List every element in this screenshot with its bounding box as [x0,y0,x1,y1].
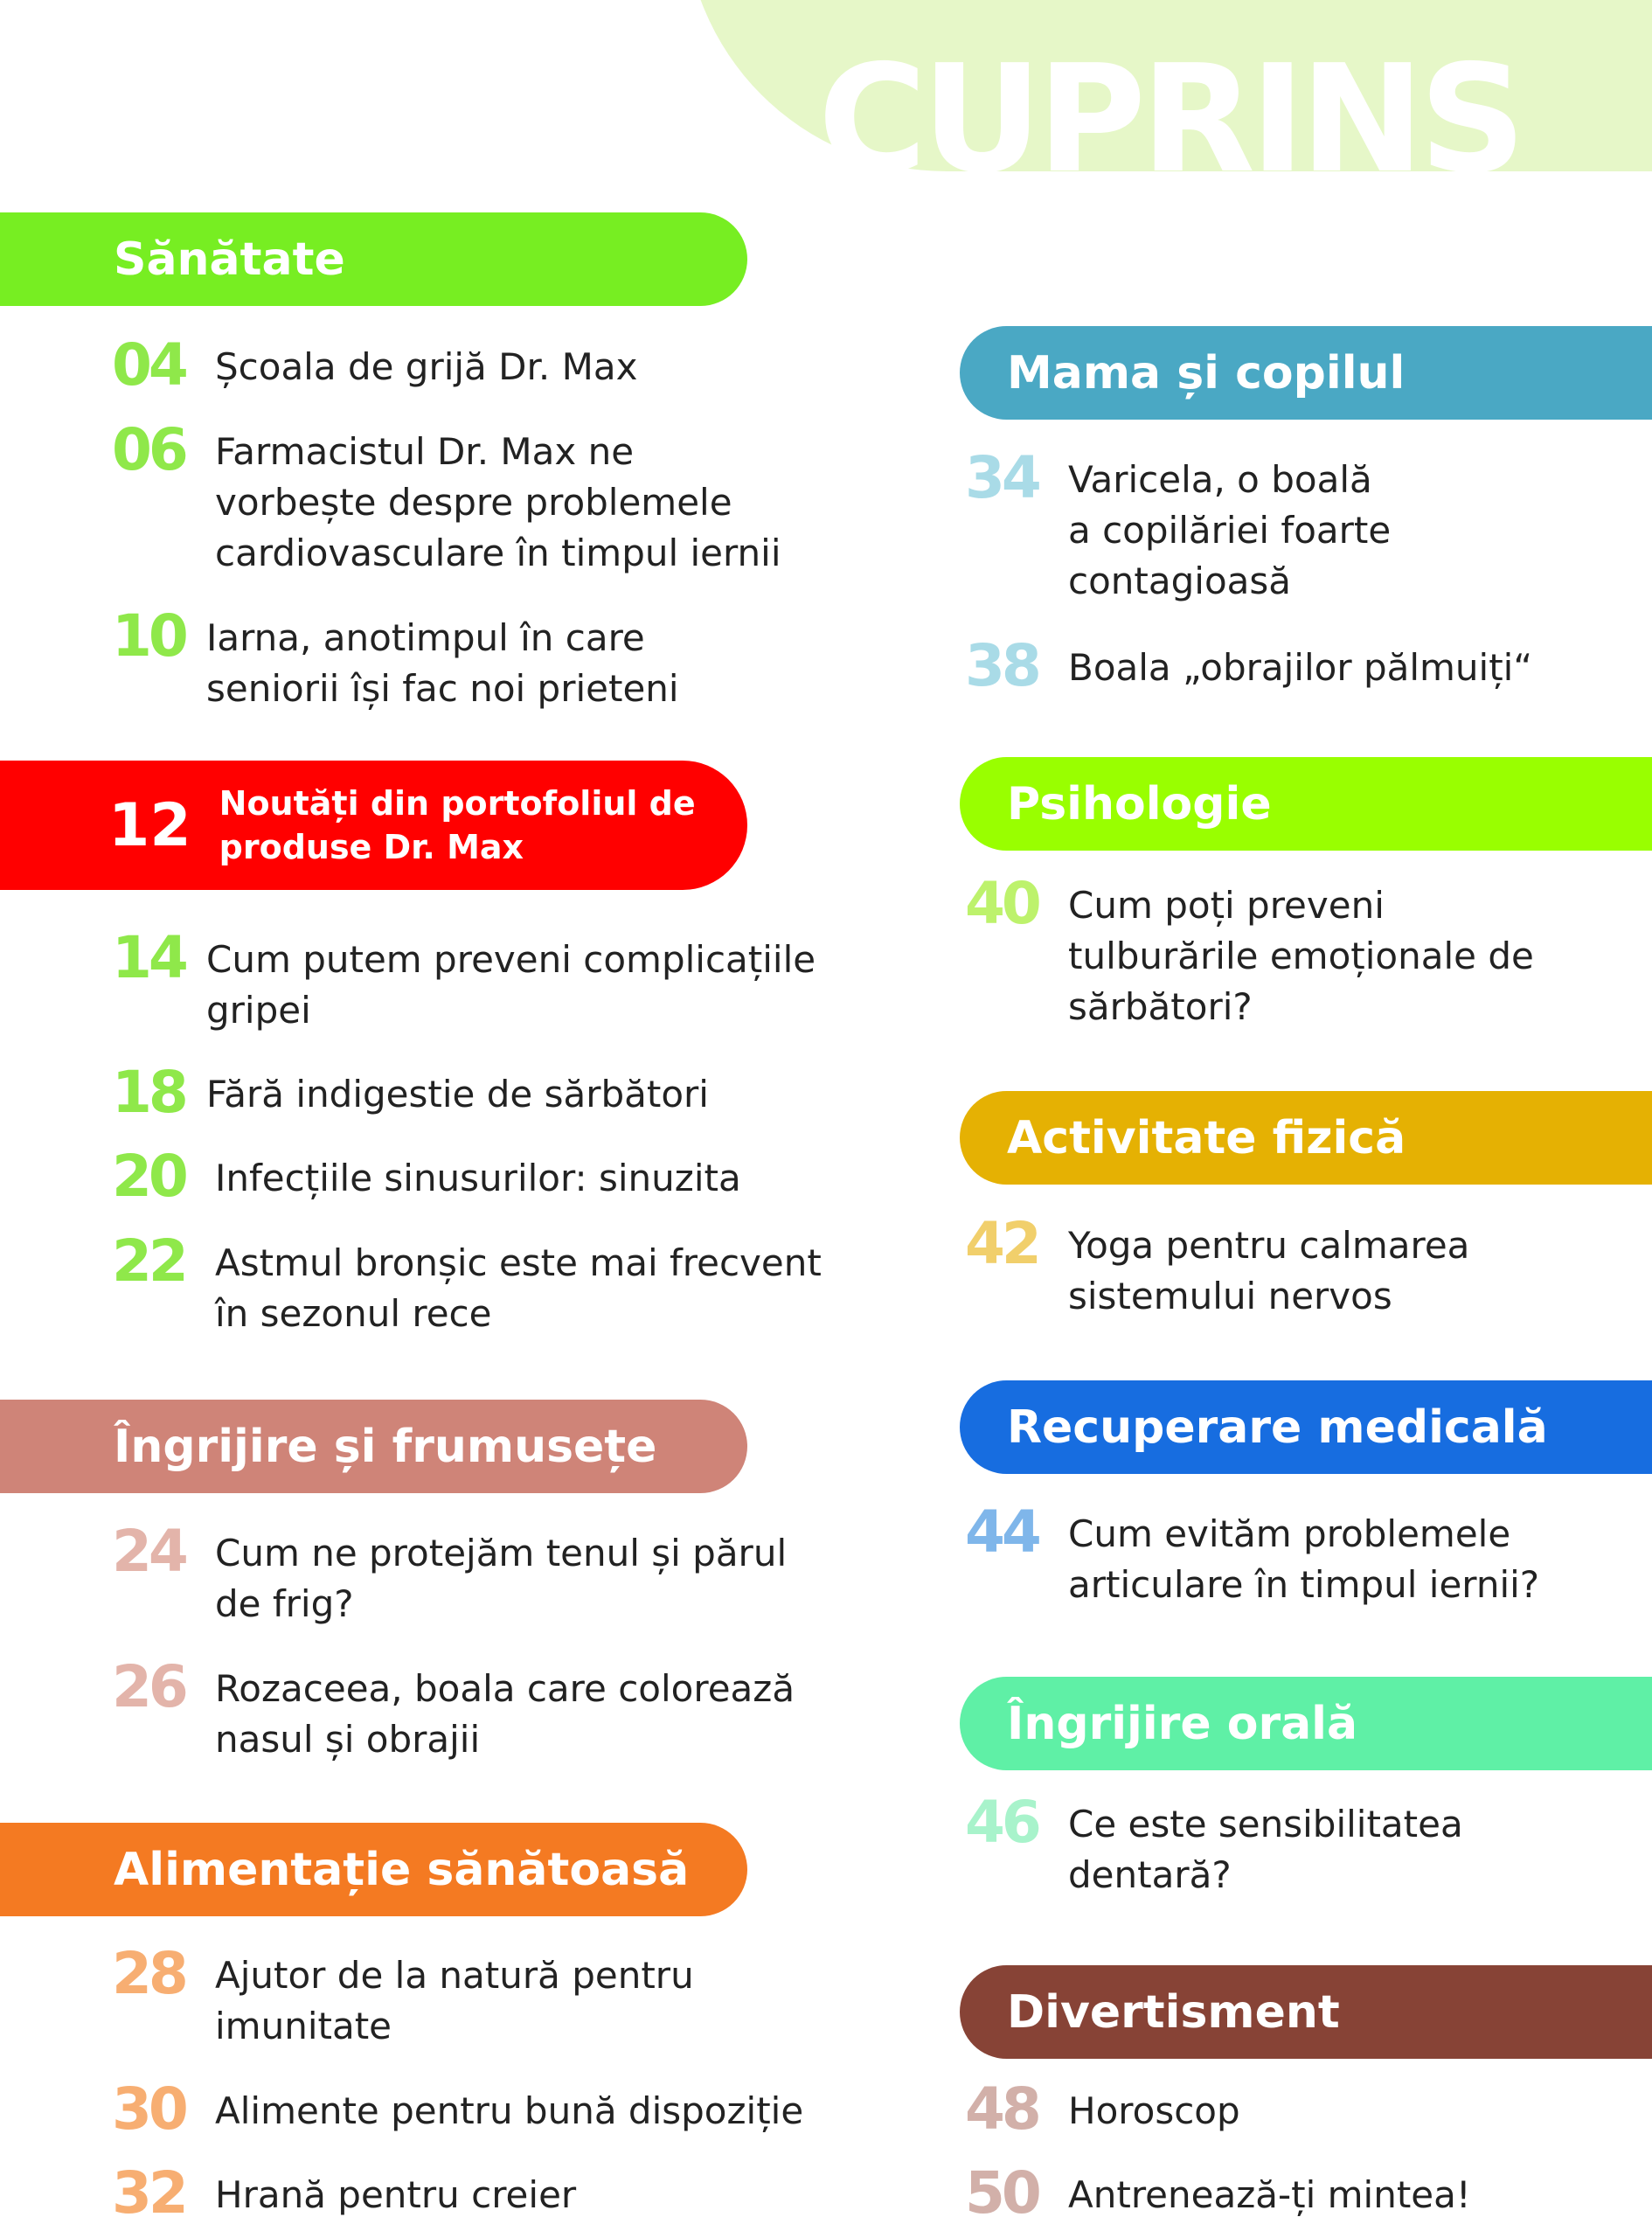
page-number: 44 [965,1498,1038,1566]
page-number: 12 [108,790,191,860]
toc-entry[interactable] [965,444,1392,607]
section-label: Divertisment [1007,1985,1340,2039]
entry-title: Farmacistul Dr. Max ne vorbește despre problemele cardiovasculare în timpul iernii [215,430,781,574]
section-label: Sănătate [114,233,345,286]
entry-title: Ce este sensibilitatea dentară? [1068,1803,1463,1896]
entry-title: Rozaceea, boala care colorează nasul și obrajii [215,1667,795,1761]
page-number: 24 [112,1518,185,1585]
section-alimentatie[interactable] [0,1823,747,1916]
page-number: 18 [112,1059,185,1126]
page-number: 32 [112,2159,185,2227]
toc-entry[interactable] [112,1940,694,2052]
page-number: 48 [965,2075,1038,2143]
page-number: 34 [965,444,1038,511]
toc-entry[interactable] [112,416,781,579]
toc-entry[interactable] [112,1518,788,1630]
toc-entry[interactable] [112,1143,741,1210]
toc-entry[interactable] [112,331,638,399]
section-sanatate[interactable] [0,212,747,306]
entry-title: Horoscop [1068,2089,1240,2132]
section-label: Alimentație sănătoasă [114,1843,690,1896]
entry-title: Iarna, anotimpul în care seniorii își fac noi prieteni [206,616,679,710]
section-mama-copilul[interactable] [960,326,1652,420]
page-number: 04 [112,331,185,399]
section-label: Îngrijire și frumusețe [114,1420,657,1473]
section-recuperare-medicala[interactable] [960,1380,1652,1474]
entry-title: Noutăți din portofoliul de produse Dr. Max [219,784,696,866]
toc-entry[interactable] [965,870,1534,1032]
entry-title: Infecțiile sinusurilor: sinuzita [215,1157,741,1199]
entry-title: Cum ne protejăm tenul și părul de frig? [215,1532,788,1625]
toc-entry[interactable] [112,2075,804,2143]
toc-entry[interactable] [965,632,1533,699]
entry-title: Ajutor de la natură pentru imunitate [215,1954,694,2047]
toc-entry[interactable] [112,1653,795,1765]
toc-entry[interactable] [112,602,679,714]
section-ingrijire-orala[interactable] [960,1677,1652,1770]
toc-entry[interactable] [965,2075,1240,2143]
section-label: Îngrijire orală [1007,1697,1358,1750]
page-number: 46 [965,1789,1038,1856]
entry-title: Cum evităm problemele articulare în timpul iernii? [1068,1512,1540,1606]
section-label: Mama și copilul [1007,346,1406,400]
entry-title: Boala „obrajilor pălmuiți“ [1068,646,1533,689]
toc-entry[interactable] [112,924,816,1036]
toc-entry[interactable] [965,1210,1470,1322]
section-label: Psihologie [1007,777,1272,831]
page-number: 22 [112,1227,185,1295]
page-number: 10 [112,602,185,670]
section-label: Recuperare medicală [1007,1400,1548,1454]
entry-title: Cum poți preveni tulburările emoționale de sărbători? [1068,884,1534,1028]
page-number: 30 [112,2075,185,2143]
page-number: 14 [112,924,185,991]
toc-entry[interactable] [965,1789,1463,1901]
page-number: 20 [112,1143,185,1210]
page-number: 26 [112,1653,185,1720]
entry-title: Yoga pentru calmarea sistemului nervos [1068,1224,1470,1317]
section-psihologie[interactable] [960,757,1652,851]
entry-title: Hrană pentru creier [215,2173,577,2216]
section-ingrijire-frumusete[interactable] [0,1400,747,1493]
toc-entry[interactable] [112,1059,709,1126]
entry-title: Astmul bronșic este mai frecvent în sezonul rece [215,1241,822,1335]
toc-entry[interactable] [965,1498,1540,1610]
page-number: 38 [965,632,1038,699]
section-noutati[interactable] [0,761,747,890]
entry-title: Alimente pentru bună dispoziție [215,2089,804,2132]
toc-entry[interactable] [112,2159,577,2227]
entry-title: Varicela, o boală a copilăriei foarte contagioasă [1068,458,1392,602]
page-title: CUPRINS [817,45,1521,177]
section-activitate-fizica[interactable] [960,1091,1652,1185]
section-label: Activitate fizică [1007,1111,1406,1164]
page-number: 42 [965,1210,1038,1277]
entry-title: Antrenează-ți mintea! [1068,2173,1471,2216]
page-number: 40 [965,870,1038,937]
page-number: 50 [965,2159,1038,2227]
page-number: 06 [112,416,185,483]
toc-entry[interactable] [112,1227,822,1339]
toc-entry[interactable] [965,2159,1471,2227]
entry-title: Fără indigestie de sărbători [206,1073,709,1116]
section-divertisment[interactable] [960,1965,1652,2059]
page-number: 28 [112,1940,185,2007]
entry-title: Cum putem preveni complicațiile gripei [206,938,816,1032]
entry-title: Școala de grijă Dr. Max [215,345,638,388]
